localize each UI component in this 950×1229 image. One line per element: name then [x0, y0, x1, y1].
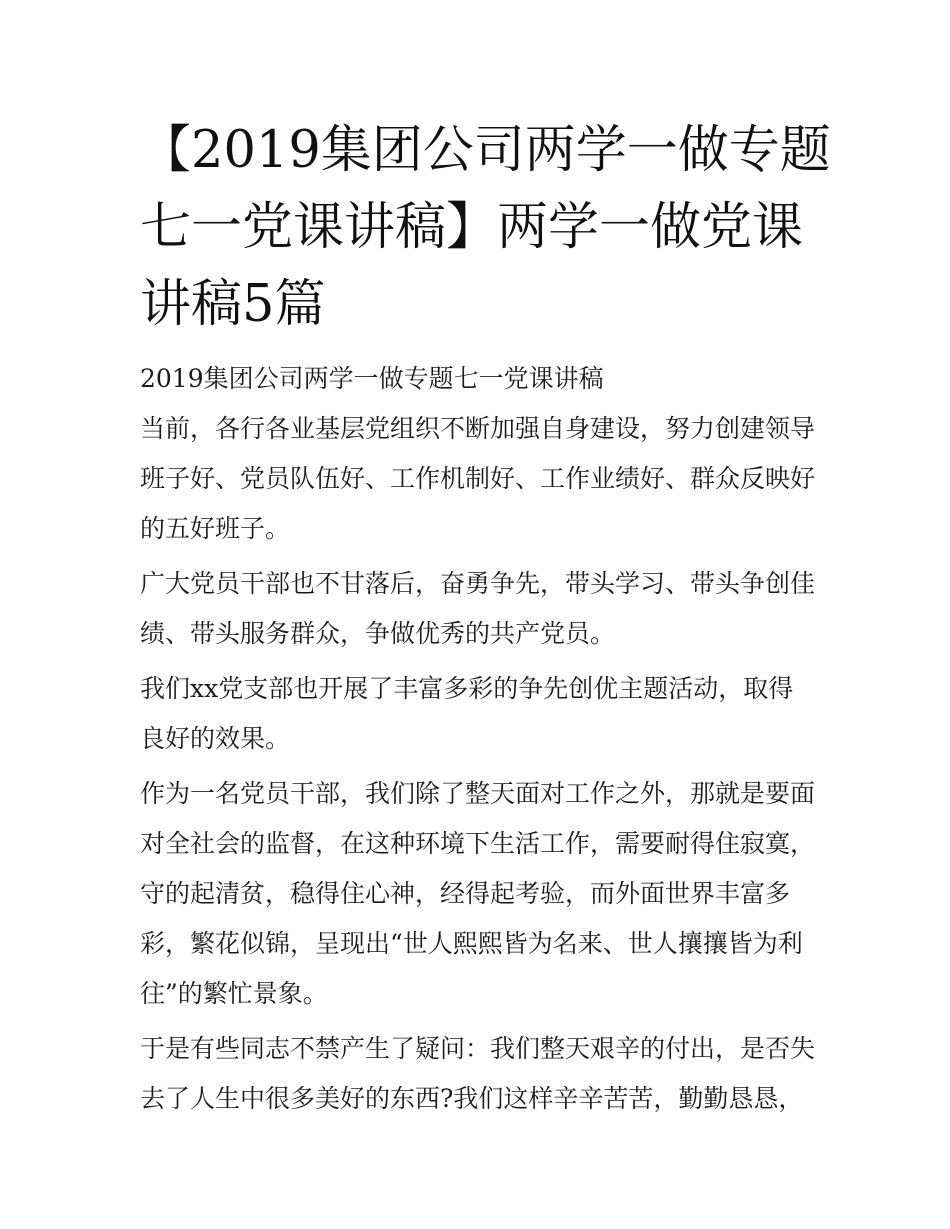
document-subtitle: 2019集团公司两学一做专题七一党课讲稿	[140, 364, 604, 393]
paragraph-line: 班子好、党员队伍好、工作机制好、工作业绩好、群众反映好	[140, 464, 816, 493]
document-title	[140, 112, 830, 343]
paragraph-line: 于是有些同志不禁产生了疑问：我们整天艰辛的付出，是否失	[140, 1034, 816, 1063]
paragraph	[140, 404, 830, 554]
paragraph-line: 的五好班子。	[140, 514, 291, 543]
paragraph-line: 良好的效果。	[140, 724, 291, 753]
paragraph	[140, 559, 830, 659]
paragraph-line: 守的起清贫，稳得住心神，经得起考验，而外面世界丰富多	[140, 879, 791, 908]
paragraph	[140, 664, 830, 764]
paragraph-line: 作为一名党员干部，我们除了整天面对工作之外，那就是要面	[140, 779, 816, 808]
paragraph-line: 往”的繁忙景象。	[140, 979, 328, 1008]
paragraph-line: 绩、带头服务群众，争做优秀的共产党员。	[140, 619, 616, 648]
paragraph-line: 我们xx党支部也开展了丰富多彩的争先创优主题活动，取得	[140, 674, 794, 703]
document-body	[140, 354, 830, 1129]
paragraph	[140, 1024, 830, 1124]
paragraph-line: 彩，繁花似锦，呈现出“世人熙熙皆为名来、世人攘攘皆为利	[140, 929, 803, 958]
title-line: 七一党课讲稿】两学一做党课	[140, 198, 804, 257]
title-line: 讲稿5篇	[140, 275, 326, 334]
paragraph-line: 去了人生中很多美好的东西?我们这样辛辛苦苦，勤勤恳恳，	[140, 1084, 804, 1113]
paragraph	[140, 769, 830, 1019]
paragraph-line: 广大党员干部也不甘落后，奋勇争先，带头学习、带头争创佳	[140, 569, 816, 598]
title-line: 【2019集团公司两学一做专题	[140, 121, 831, 180]
paragraph-line: 当前，各行各业基层党组织不断加强自身建设，努力创建领导	[140, 414, 816, 443]
paragraph-line: 对全社会的监督，在这种环境下生活工作，需要耐得住寂寞，	[140, 829, 816, 858]
